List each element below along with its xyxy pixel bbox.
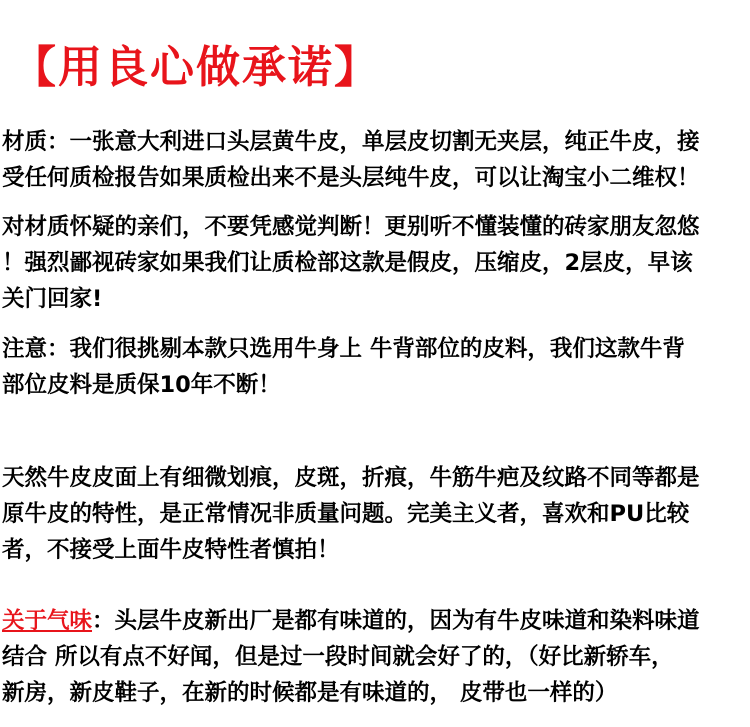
smell-label: 关于气味 [2,608,93,634]
text-line: 天然牛皮皮面上有细微划痕，皮斑，折痕，牛筋牛疤及纹路不同等都是 [2,465,700,491]
text-line: 部位皮料是质保10年不断！ [2,372,281,398]
text-line: 原牛皮的特性，是正常情况非质量问题。完美主义者，喜欢和PU比较 [2,501,690,527]
page-title: 【用良心做承诺】 [12,42,380,93]
text-line: 对材质怀疑的亲们，不要凭感觉判断！更别听不懂装懂的砖家朋友忽悠 [2,214,700,240]
paragraph-doubt [2,209,748,317]
text-line: ！强烈鄙视砖家如果我们让质检部这款是假皮，压缩皮，2层皮，早该 [2,250,693,276]
text-line: 注意：我们很挑剔本款只选用牛身上 牛背部位的皮料，我们这款牛背 [2,336,685,362]
text-line: 结合 所以有点不好闻，但是过一段时间就会好了的，（好比新轿车， [2,644,674,670]
text-line: 新房，新皮鞋子，在新的时候都是有味道的， 皮带也一样的） [2,680,618,706]
text-line: 者，不接受上面牛皮特性者慎拍！ [2,537,340,563]
paragraph-leather-traits [2,460,748,568]
paragraph-material [2,124,748,196]
paragraph-smell [2,603,748,711]
text-line: 材质：一张意大利进口头层黄牛皮，单层皮切割无夹层，纯正牛皮，接 [2,129,700,155]
text-line: 受任何质检报告如果质检出来不是头层纯牛皮，可以让淘宝小二维权！ [2,165,700,191]
paragraph-notice [2,331,748,403]
text-line [2,603,748,639]
text-fragment: ：头层牛皮新出厂是都有味道的，因为有牛皮味道和染料味道 [92,608,700,634]
text-line: 关门回家! [2,286,103,312]
